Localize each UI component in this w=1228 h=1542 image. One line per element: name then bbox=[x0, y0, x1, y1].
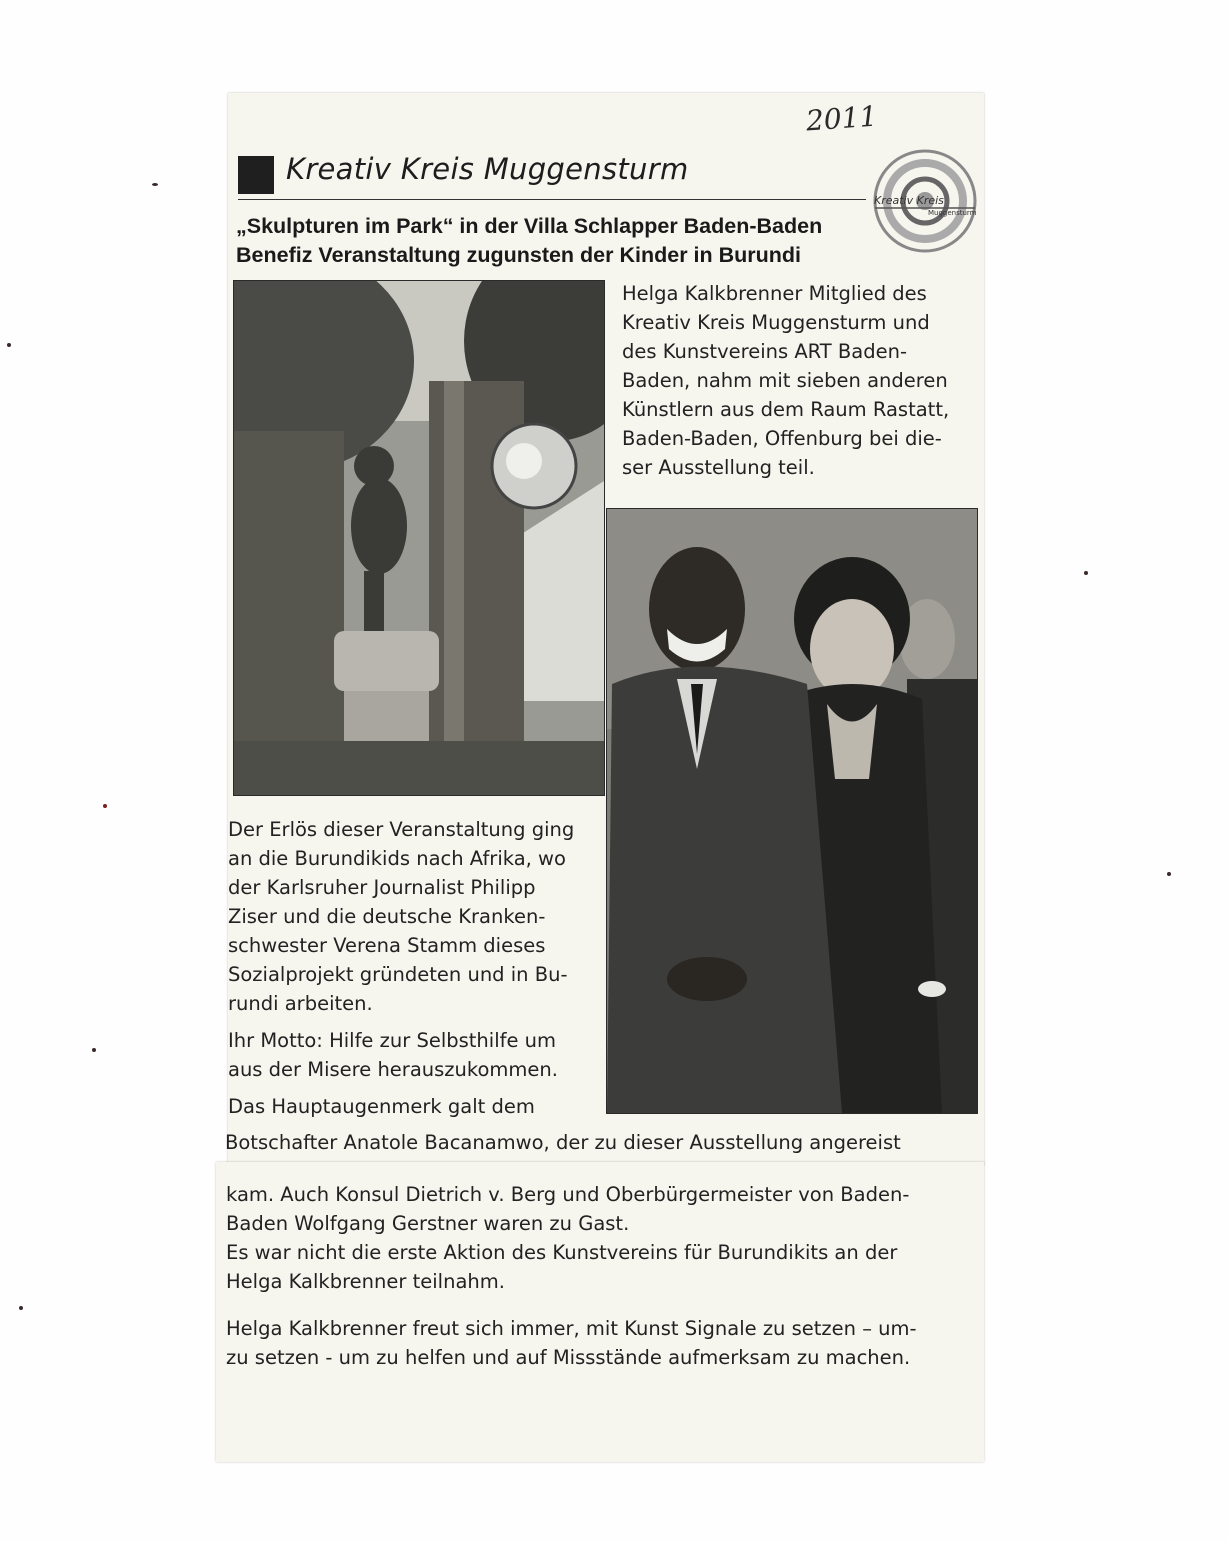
logo-subtext: Muggensturm bbox=[928, 209, 977, 217]
text-line: Ziser und die deutsche Kranken- bbox=[228, 905, 546, 928]
logo-text: Kreativ Kreis bbox=[874, 194, 944, 207]
text-line: zu setzen - um zu helfen und auf Missstände aufmerksam zu machen. bbox=[226, 1346, 911, 1369]
text-line: Ihr Motto: Hilfe zur Selbsthilfe um bbox=[228, 1029, 557, 1052]
text-line: der Karlsruher Journalist Philipp bbox=[228, 876, 536, 899]
section-title: Kreativ Kreis Muggensturm bbox=[286, 152, 689, 186]
handwritten-year-note: 2011 bbox=[804, 99, 879, 138]
text-line: Der Erlös dieser Veranstaltung ging bbox=[228, 818, 575, 841]
intro-line: ser Ausstellung teil. bbox=[622, 456, 815, 479]
paragraph-signals bbox=[226, 1314, 978, 1372]
intro-line: Helga Kalkbrenner Mitglied des bbox=[622, 282, 927, 305]
scan-speck bbox=[103, 804, 107, 808]
scan-speck bbox=[152, 183, 158, 186]
intro-line: Kreativ Kreis Muggensturm und bbox=[622, 311, 930, 334]
scan-speck bbox=[7, 343, 11, 347]
text-line: Es war nicht die erste Aktion des Kunstvereins für Burundikits an der bbox=[226, 1241, 898, 1264]
sculpture-photo bbox=[233, 280, 605, 796]
text-line: an die Burundikids nach Afrika, wo bbox=[228, 847, 566, 870]
text-line: Baden Wolfgang Gerstner waren zu Gast. bbox=[226, 1212, 630, 1235]
left-column-text bbox=[228, 815, 594, 1129]
lower-article-text bbox=[226, 1180, 978, 1380]
text-line: Helga Kalkbrenner freut sich immer, mit Kunst Signale zu setzen – um- bbox=[226, 1317, 917, 1340]
paragraph-motto bbox=[228, 1026, 594, 1084]
scan-speck bbox=[1167, 872, 1171, 876]
text-line: aus der Misere herauszukommen. bbox=[228, 1058, 558, 1081]
intro-line: Baden, nahm mit sieben anderen bbox=[622, 369, 948, 392]
scan-speck bbox=[92, 1048, 96, 1052]
intro-line: des Kunstvereins ART Baden- bbox=[622, 340, 908, 363]
paragraph-guests bbox=[226, 1180, 978, 1238]
text-line-ambassador: Botschafter Anatole Bacanamwo, der zu dieser Ausstellung angereist bbox=[225, 1131, 901, 1154]
section-marker-block bbox=[238, 156, 274, 194]
text-line: Helga Kalkbrenner teilnahm. bbox=[226, 1270, 505, 1293]
headline-line-1: „Skulpturen im Park“ in der Villa Schlapper Baden-Baden bbox=[236, 214, 823, 238]
scan-speck bbox=[19, 1306, 23, 1310]
article-headline bbox=[236, 212, 822, 270]
scan-speck bbox=[1084, 571, 1088, 575]
intro-paragraph bbox=[622, 279, 982, 482]
paragraph-focus bbox=[228, 1092, 594, 1121]
text-line: kam. Auch Konsul Dietrich v. Berg und Oberbürgermeister von Baden- bbox=[226, 1183, 910, 1206]
text-line: Das Hauptaugenmerk galt dem bbox=[228, 1095, 535, 1118]
text-line: Sozialprojekt gründeten und in Bu- bbox=[228, 963, 568, 986]
paragraph-first-action bbox=[226, 1238, 978, 1296]
intro-line: Baden-Baden, Offenburg bei die- bbox=[622, 427, 942, 450]
section-divider bbox=[238, 199, 866, 200]
text-line: rundi arbeiten. bbox=[228, 992, 373, 1015]
people-photo bbox=[606, 508, 978, 1114]
text-line: schwester Verena Stamm dieses bbox=[228, 934, 546, 957]
intro-line: Künstlern aus dem Raum Rastatt, bbox=[622, 398, 950, 421]
paragraph-proceeds bbox=[228, 815, 594, 1018]
headline-line-2: Benefiz Veranstaltung zugunsten der Kinder in Burundi bbox=[236, 243, 802, 267]
